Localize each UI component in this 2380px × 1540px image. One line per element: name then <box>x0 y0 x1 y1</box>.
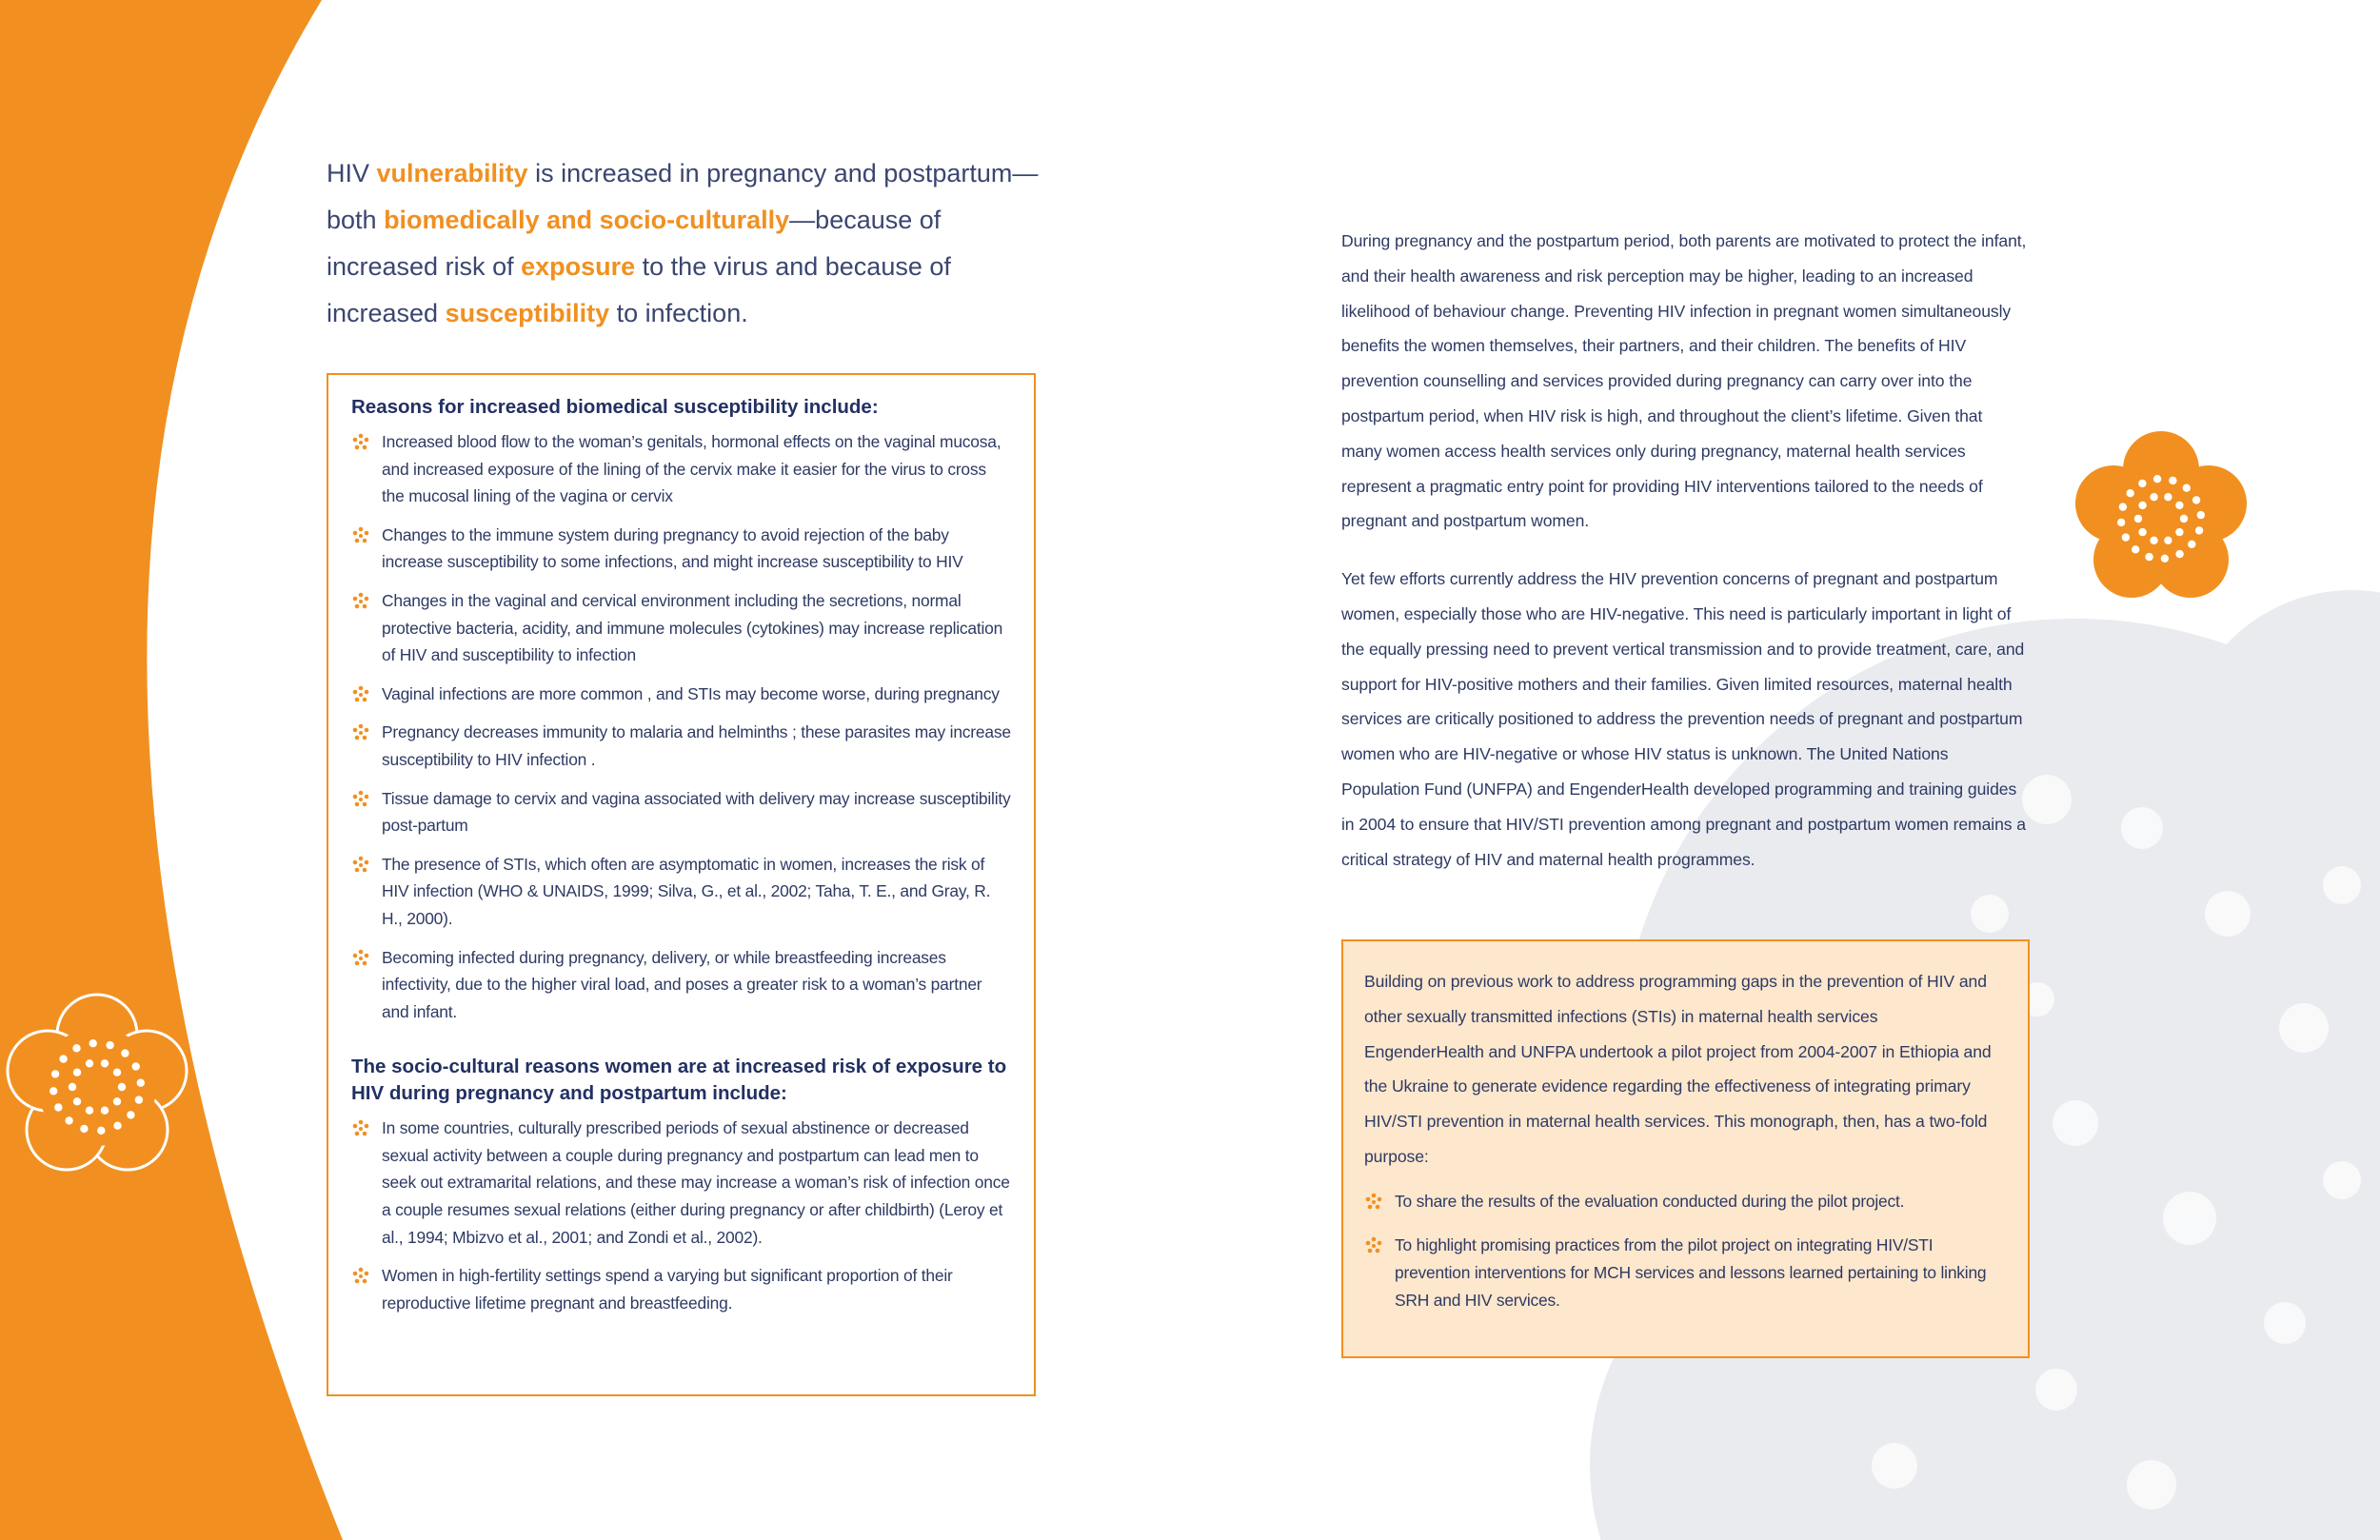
flower-dot <box>80 1125 88 1133</box>
flower-dot <box>2183 484 2191 492</box>
intro-text-3: —because of increased risk of <box>327 206 942 281</box>
list-item <box>351 851 1013 933</box>
list-item-text: Increased blood flow to the woman’s genitals, hormonal effects on the vaginal mucosa, and increased exposure of the lining of the cervix make it easier for the virus to cross the mucosal lining of the vagina or cervix <box>382 432 1002 506</box>
flower-dot <box>2188 541 2195 548</box>
flower-dot <box>2169 477 2176 484</box>
list-item-text: Changes in the vaginal and cervical environment including the secretions, normal protective bacteria, acidity, and immune molecules (cytokines) may increase replication of HIV and susceptibility to infection <box>382 590 1003 665</box>
flower-dot <box>73 1069 81 1076</box>
list-item-text: Changes to the immune system during pregnancy to avoid rejection of the baby increase susceptibility to some infections, and might increase susceptibility to HIV <box>382 524 963 572</box>
flower-dot <box>2150 493 2157 501</box>
flower-dot <box>2175 528 2183 536</box>
intro-text-1: HIV <box>327 159 377 188</box>
flower-dot <box>2153 475 2161 483</box>
flower-dot <box>54 1103 62 1111</box>
flower-dot <box>73 1097 81 1105</box>
flower-dot <box>69 1083 76 1091</box>
highlight-susceptibility: susceptibility <box>445 299 610 327</box>
flower-dot <box>113 1097 121 1105</box>
flower-dot <box>2132 545 2139 553</box>
list-item-text: Becoming infected during pregnancy, delivery, or while breastfeeding increases infectivity, due to the higher viral load, and poses a greater risk to a woman’s partner and infant. <box>382 947 982 1021</box>
orange-band <box>0 0 343 1540</box>
flower-dot <box>132 1062 140 1070</box>
flower-dot <box>101 1107 109 1115</box>
purpose-list <box>1364 1188 2001 1313</box>
list-item-text: Tissue damage to cervix and vagina associated with delivery may increase susceptibility post-partum <box>382 788 1011 836</box>
highlight-biomedical: biomedically and socio-culturally <box>384 206 790 234</box>
flower-dot <box>50 1087 57 1095</box>
list-item-text: Vaginal infections are more common , and STIs may become worse, during pregnancy <box>382 683 1000 703</box>
flower-dot <box>2164 537 2172 544</box>
flower-bullet-icon <box>351 592 370 611</box>
list-item <box>351 1262 1013 1316</box>
intro-text-2: is increased in pregnancy and postpartum—both <box>327 159 1039 234</box>
right-flower-icon <box>2075 431 2247 598</box>
list-item-text: The presence of STIs, which often are asymptomatic in women, increases the risk of HIV infection (WHO & UNAIDS, 1999; Silva, G., et al., 2002; Taha, T. E., and Gray, R. H., 2000). <box>382 854 991 928</box>
flower-dot <box>2138 502 2146 509</box>
flower-dot <box>113 1069 121 1076</box>
intro-text-5: to infection. <box>609 299 748 327</box>
list-item <box>351 428 1013 510</box>
right-column-text <box>1341 224 2027 899</box>
list-item <box>1364 1232 2001 1313</box>
paragraph: During pregnancy and the postpartum period, both parents are motivated to protect the infant, and their health awareness and risk perception may be higher, leading to an increased likelihood of behaviour change. Preventing HIV infection in pregnant women simultaneously benefits the women themselves, their partners, and their children. The benefits of HIV prevention counselling and services provided during pregnancy can carry over into the postpartum period, when HIV risk is high, and throughout the client’s lifetime. Given that many women access health services only during pregnancy, maternal health services represent a pragmatic entry point for providing HIV interventions tailored to the needs of pregnant and postpartum women. <box>1341 231 2027 531</box>
list-item <box>351 587 1013 669</box>
flower-dot <box>59 1055 67 1062</box>
purpose-intro: Building on previous work to address programming gaps in the prevention of HIV and other sexually transmitted infections (STIs) in maternal health services EngenderHealth and UNFPA undertook a pilot project from 2004-2007 in Ethiopia and the Ukraine to generate evidence regarding the effectiveness of integrating primary HIV/STI prevention in maternal health services. This monograph, then, has a two-fold purpose: <box>1364 972 1992 1166</box>
flower-dot <box>86 1059 93 1067</box>
highlight-exposure: exposure <box>521 252 636 281</box>
list-item <box>351 719 1013 773</box>
biomedical-heading: Reasons for increased biomedical susceptibility include: <box>351 396 879 418</box>
flower-dot <box>2150 537 2157 544</box>
list-item-text: To highlight promising practices from the pilot project on integrating HIV/STI prevention interventions for MCH services and lessons learned pertaining to linking SRH and HIV services. <box>1395 1235 1987 1310</box>
flower-dot <box>2127 489 2134 497</box>
flower-dot <box>2161 555 2169 563</box>
flower-dot <box>51 1070 59 1077</box>
flower-bullet-icon <box>351 1267 370 1286</box>
list-item-text: Women in high-fertility settings spend a varying but significant proportion of their reproductive lifetime pregnant and breastfeeding. <box>382 1266 953 1313</box>
flower-bullet-icon <box>351 856 370 875</box>
list-item-text: Pregnancy decreases immunity to malaria and helminths ; these parasites may increase susceptibility to HIV infection . <box>382 722 1011 769</box>
flower-dot <box>2192 496 2200 503</box>
flower-dot <box>2122 533 2130 541</box>
flower-dot <box>118 1083 126 1091</box>
flower-dot <box>2195 526 2203 534</box>
flower-dot <box>2138 528 2146 536</box>
list-item-text: In some countries, culturally prescribed periods of sexual abstinence or decreased sexual activity between a couple during pregnancy and postpartum can lead men to seek out extramarital relations, and these may increase a woman’s risk of infection once a couple resumes sexual relations (either during pregnancy or after childbirth) (Leroy et al., 1994; Mbizvo et al., 2001; and Zondi et al., 2002). <box>382 1118 1010 1247</box>
flower-dot <box>89 1039 97 1047</box>
flower-bullet-icon <box>351 433 370 452</box>
flower-bullet-icon <box>351 685 370 704</box>
flower-bullet-icon <box>1364 1193 1383 1212</box>
flower-dot <box>2119 503 2127 510</box>
sociocultural-list <box>351 1115 1013 1316</box>
intro-statement <box>327 150 1050 337</box>
intro-text-4: to the virus and because of increased <box>327 252 951 327</box>
flower-dot <box>2138 480 2146 487</box>
flower-dot <box>72 1044 80 1052</box>
flower-dot <box>2175 550 2183 558</box>
list-item <box>351 785 1013 839</box>
flower-dot <box>106 1041 113 1049</box>
list-item <box>1364 1188 2001 1215</box>
flower-dot <box>113 1122 121 1130</box>
flower-bullet-icon <box>1364 1236 1383 1255</box>
flower-dot <box>2134 515 2142 523</box>
list-item-text: To share the results of the evaluation conducted during the pilot project. <box>1395 1191 1905 1211</box>
flower-bullet-icon <box>351 1119 370 1138</box>
flower-dot <box>127 1111 134 1118</box>
biomedical-list <box>351 428 1013 1025</box>
flower-dot <box>2164 493 2172 501</box>
purpose-box <box>1341 939 2030 1358</box>
list-item <box>351 522 1013 576</box>
flower-bullet-icon <box>351 723 370 742</box>
flower-bullet-icon <box>351 949 370 968</box>
flower-dot <box>2145 553 2152 561</box>
flower-bullet-icon <box>351 790 370 809</box>
paragraph: Yet few efforts currently address the HIV prevention concerns of pregnant and postpartum women, especially those who are HIV-negative. This need is particularly important in light of the equally pressing need to prevent vertical transmission and to provide treatment, care, and support for HIV-positive mothers and their families. Given limited resources, maternal health services are critically positioned to address the prevention needs of pregnant and postpartum women who are HIV-negative or whose HIV status is unknown. The United Nations Population Fund (UNFPA) and EngenderHealth developed programming and training guides in 2004 to ensure that HIV/STI prevention among pregnant and postpartum women remains a critical strategy of HIV and maternal health programmes. <box>1341 569 2026 869</box>
flower-dot <box>2175 502 2183 509</box>
flower-dot <box>101 1059 109 1067</box>
flower-dot <box>86 1107 93 1115</box>
flower-dot <box>2197 511 2205 519</box>
reasons-box <box>327 373 1036 1396</box>
flower-dot <box>135 1096 143 1103</box>
flower-dot <box>97 1127 105 1135</box>
list-item <box>351 681 1013 708</box>
flower-dot <box>137 1079 145 1087</box>
flower-dot <box>65 1116 72 1124</box>
flower-dot <box>2117 519 2125 526</box>
sociocultural-heading: The socio-cultural reasons women are at increased risk of exposure to HIV during pregnancy and postpartum include: <box>351 1056 1007 1105</box>
flower-bullet-icon <box>351 526 370 545</box>
flower-dot <box>121 1049 129 1056</box>
list-item <box>351 944 1013 1026</box>
highlight-vulnerability: vulnerability <box>376 159 528 188</box>
list-item <box>351 1115 1013 1251</box>
flower-dot <box>2180 515 2188 523</box>
